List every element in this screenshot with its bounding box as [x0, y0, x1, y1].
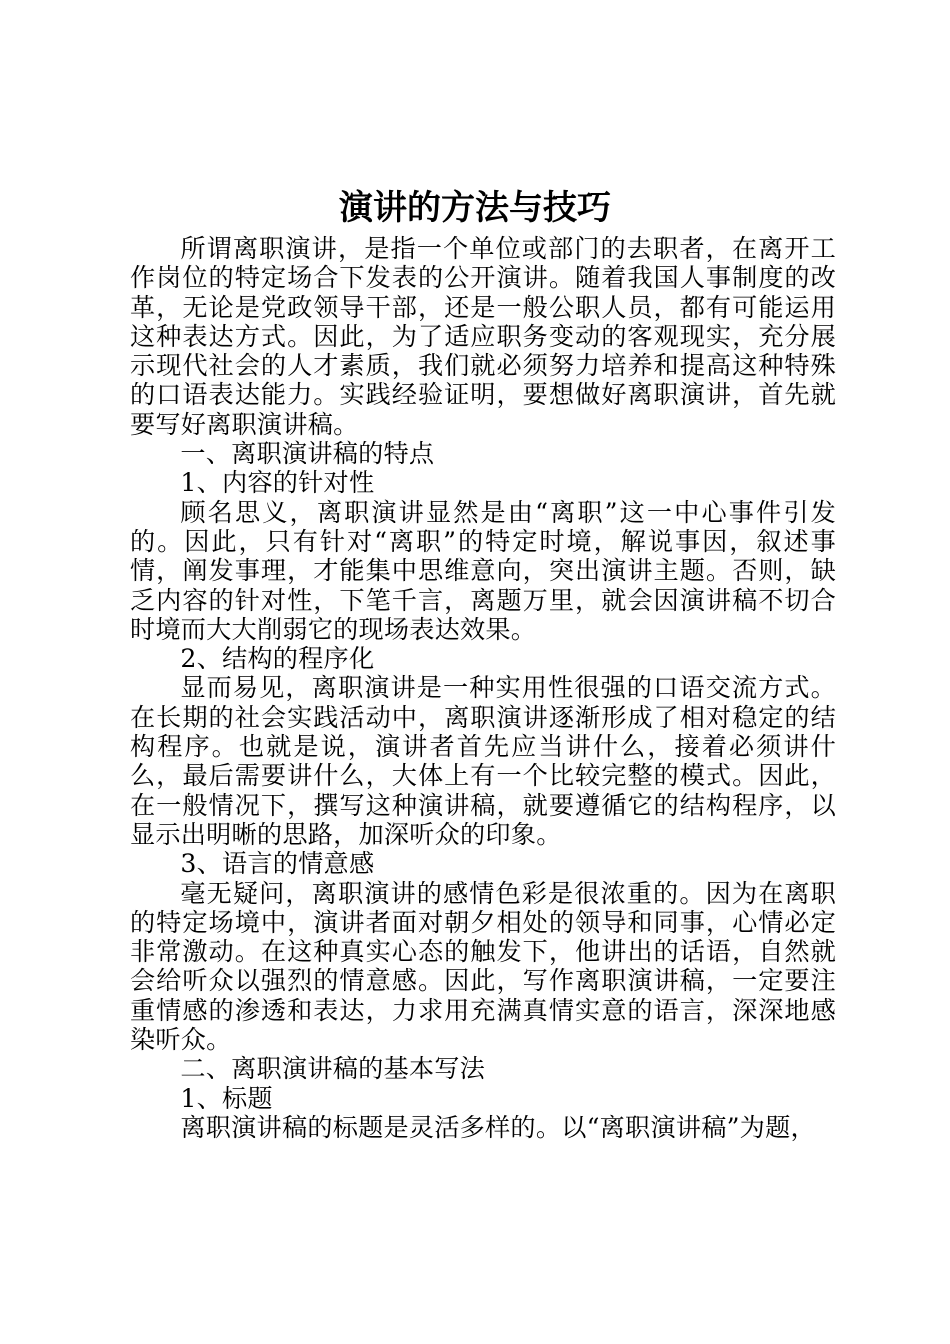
subheading-language-emotion: 3、语言的情意感 — [180, 849, 375, 879]
subheading-content-pertinence: 1、内容的针对性 — [180, 468, 375, 498]
section-heading-features: 一、离职演讲稿的特点 — [180, 439, 435, 469]
document-body — [130, 234, 836, 1142]
paragraph-intro: 所谓离职演讲，是指一个单位或部门的去职者，在离开工作岗位的特定场合下发表的公开演讲。随着我国人事制度的改革，无论是党政领导干部，还是一般公职人员，都有可能运用这种表达方式。因此，为了适应职务变动的客观现实，充分展示现代社会的人才素质，我们就必须努力培养和提高这种特殊的口语表达能力。实践经验证明，要想做好离职演讲，首先就要写好离职演讲稿。 — [130, 234, 836, 439]
paragraph-language-emotion: 毫无疑问，离职演讲的感情色彩是很浓重的。因为在离职的特定场境中，演讲者面对朝夕相处的领导和同事，心情必定非常激动。在这种真实心态的触发下，他讲出的话语，自然就会给听众以强烈的情意感。因此，写作离职演讲稿，一定要注重情感的渗透和表达，力求用充满真情实意的语言，深深地感染听众。 — [130, 878, 836, 1055]
paragraph-title: 离职演讲稿的标题是灵活多样的。以“离职演讲稿”为题， — [180, 1112, 816, 1142]
subheading-title: 1、标题 — [180, 1083, 273, 1113]
subheading-structure-procedure: 2、结构的程序化 — [180, 644, 375, 674]
paragraph-content-pertinence: 顾名思义，离职演讲显然是由“离职”这一中心事件引发的。因此，只有针对“离职”的特定时境，解说事因，叙述事情，阐发事理，才能集中思维意向，突出演讲主题。否则，缺乏内容的针对性，下笔千言，离题万里，就会因演讲稿不切合时境而大大削弱它的现场表达效果。 — [130, 497, 836, 644]
section-heading-writing-method: 二、离职演讲稿的基本写法 — [180, 1054, 486, 1084]
paragraph-structure-procedure: 显而易见，离职演讲是一种实用性很强的口语交流方式。在长期的社会实践活动中，离职演讲逐渐形成了相对稳定的结构程序。也就是说，演讲者首先应当讲什么，接着必须讲什么，最后需要讲什么，大体上有一个比较完整的模式。因此，在一般情况下，撰写这种演讲稿，就要遵循它的结构程序，以显示出明晰的思路，加深听众的印象。 — [130, 673, 836, 849]
document-title: 演讲的方法与技巧 — [339, 188, 611, 228]
